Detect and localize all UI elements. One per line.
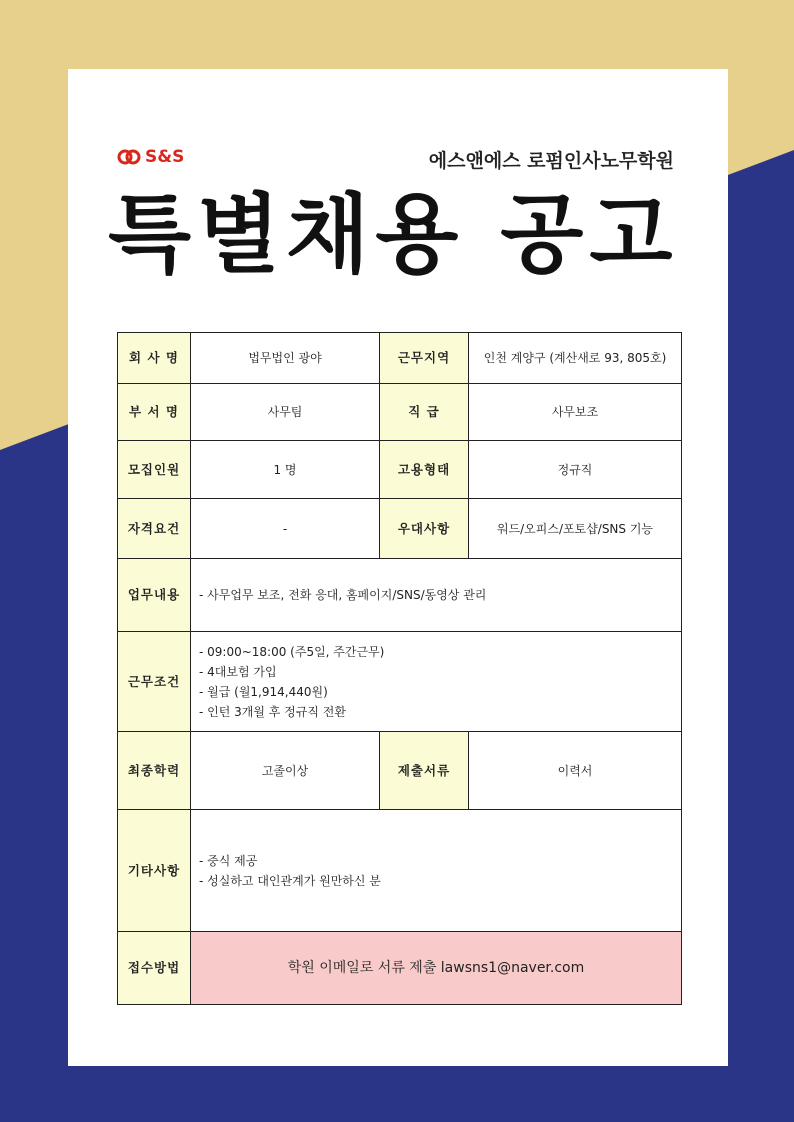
- table-row: [118, 632, 682, 732]
- location-label: 근무지역: [380, 333, 469, 384]
- education-label: 최종학력: [118, 732, 191, 810]
- table-row: [118, 384, 682, 441]
- logo-swirl-icon: [117, 146, 141, 168]
- page-title: 특별채용 공고: [108, 185, 679, 285]
- condition-item: - 4대보험 가입: [199, 664, 277, 679]
- dept-value: 사무팀: [191, 384, 380, 441]
- qualification-value: -: [191, 499, 380, 559]
- duties-value: - 사무업무 보조, 전화 응대, 홈페이지/SNS/동영상 관리: [191, 559, 682, 632]
- conditions-list: [191, 632, 682, 732]
- etc-list: [191, 810, 682, 932]
- company-label: 회 사 명: [118, 333, 191, 384]
- etc-label: 기타사항: [118, 810, 191, 932]
- logo-text: S&S: [145, 147, 185, 167]
- company-logo: [117, 146, 184, 168]
- headcount-label: 모집인원: [118, 441, 191, 499]
- table-row: [118, 732, 682, 810]
- location-value: 인천 계양구 (계산새로 93, 805호): [469, 333, 682, 384]
- duties-label: 업무내용: [118, 559, 191, 632]
- table-row: [118, 333, 682, 384]
- etc-item: - 성실하고 대인관계가 원만하신 분: [199, 873, 381, 888]
- organization-name: 에스앤에스 로펌인사노무학원: [428, 150, 674, 172]
- table-row: [118, 559, 682, 632]
- documents-value: 이력서: [469, 732, 682, 810]
- table-row: [118, 499, 682, 559]
- job-info-table: [117, 332, 682, 1005]
- employment-label: 고용형태: [380, 441, 469, 499]
- company-value: 법무법인 광야: [191, 333, 380, 384]
- rank-label: 직 급: [380, 384, 469, 441]
- preference-value: 워드/오피스/포토샵/SNS 기능: [469, 499, 682, 559]
- headcount-value: 1 명: [191, 441, 380, 499]
- table-row: [118, 810, 682, 932]
- table-row: [118, 441, 682, 499]
- qualification-label: 자격요건: [118, 499, 191, 559]
- condition-item: - 인턴 3개월 후 정규직 전환: [199, 704, 346, 719]
- apply-label: 접수방법: [118, 932, 191, 1005]
- condition-item: - 월급 (월1,914,440원): [199, 684, 328, 699]
- employment-value: 정규직: [469, 441, 682, 499]
- etc-item: - 중식 제공: [199, 853, 258, 868]
- education-value: 고졸이상: [191, 732, 380, 810]
- apply-value: 학원 이메일로 서류 제출 lawsns1@naver.com: [191, 932, 682, 1005]
- rank-value: 사무보조: [469, 384, 682, 441]
- condition-item: - 09:00~18:00 (주5일, 주간근무): [199, 644, 385, 659]
- preference-label: 우대사항: [380, 499, 469, 559]
- documents-label: 제출서류: [380, 732, 469, 810]
- table-row: [118, 932, 682, 1005]
- conditions-label: 근무조건: [118, 632, 191, 732]
- dept-label: 부 서 명: [118, 384, 191, 441]
